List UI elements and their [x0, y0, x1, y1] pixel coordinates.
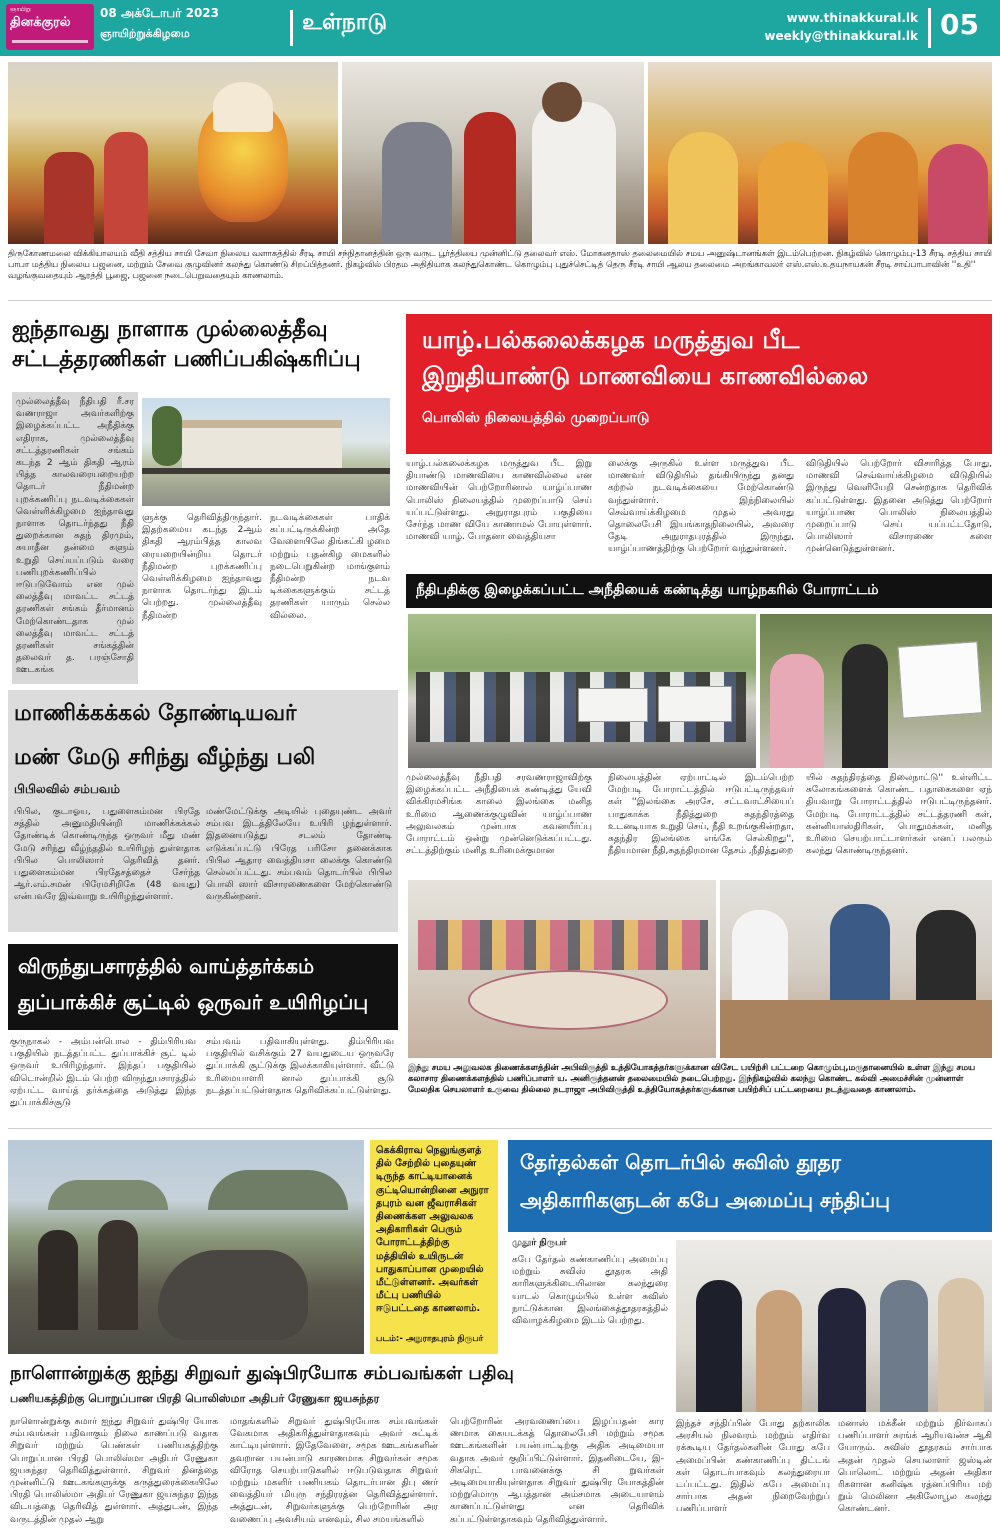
shooting-headline-1: விருந்துபசாரத்தில் வாய்த்தர்க்கம் — [18, 954, 315, 978]
email-link[interactable]: weekly@thinakkural.lk — [764, 29, 918, 43]
logo-underline — [12, 40, 88, 43]
header-divider-right — [928, 8, 931, 48]
page-number: 05 — [940, 8, 979, 41]
child-abuse-col3: பெற்றோரின் அரவணைப்பை இழப்பதன் கார ணமாக கையடக்கத் தொலைபேசி மற்றும் சமூக ஊடகங்களின் பயன்பாட்டிற்கு அதிக அடிமையா வதாக அவர் குறிப்பிட்டுள்ளார். இதனிடையே, இ-சிகரெட் பாவனைக்கு சி றுவர்கள் அடிமையாகியுள்ளதாக சிறுவர் துஷ்பிர யோகத்தின் மற்றுமொரு ஆபத்தான அம்சமாக அடையாளம் காணப்பட்டுள்ளது என தெரிவிக் கப்பட்டுள்ளதாகவும் தெரிவித்துள்ளார். — [450, 1417, 664, 1525]
photo-meeting-panel — [720, 880, 992, 1058]
mullaitivu-col2: ளுக்கு தெரிவித்திருந்தார். இதற்கமைய கடந்த 2ஆம் திகதி ஆரம்பித்த காலவ ரையறையின்றிய தொடர் நீதிமன்ற புறக்கணிப்பு வெள்ளிக்கிழமை ஐந்தாவது நாளாக தொடர்ந்து இடம் பெற்றது. முல்லைத்தீவு நீதிமன்ற — [142, 513, 262, 621]
jaffna-col2: லைக்கு அருகில் உள்ள மருத்துவ பீட மாணவர் விடுதியில் தங்கியிருந்து தனது கற்றல் நடவடிக்கையை மேற்கொண்டு வந்துள்ளார். இந்நிலையில் செவ்வாய்க்கிழமை முதல் அவரது தொலைபேசி இயங்காதநிலையில், அவரை தேடி அநுராதபுரத்தில் இருந்து, யாழ்ப்பாணத்திற்கு பெற்றோர் வந்துள்ளனர். — [608, 459, 794, 555]
top-photo-caption: திருகோணமலை விக்கியாலயம் வீதி சத்திய சாயி சேவா நிலைய வளாகத்தில் சீரடி சாயி சந்நிதானத்தின் ஒரு வருட பூர்த்தியை முன்னிட்டு தலைவர் எஸ். மோகனதாஸ் தலைமையில் சமய அனுஷ்டானங்கள் இடம்பெற்றன. நிகழ்வில் கொழும்பு-13 சீரடி சத்திய சாயி பாபா மத்திய நிலைய பஜனை, மற்றும் சேவை குழுவினர் கலந்து கொண்டு சிறப்பித்தனர். நிகழ்வில் பிரதம அதிதியாக கலந்துகொண்ட கொழும்பு புதுச்செட்டித் தெரு சீரடி சாயி ஆலய தலைமை அறங்காவலர் எஸ்.எஸ்.உதயநாயகன் சீரடி சாய்பாபாவின் ''உதி'' வழங்குவதையும் ஆரத்தி பூஜை, பஜனை நடைபெறுவதையும் காணலாம். — [8, 248, 992, 280]
issue-day: ஞாயிற்றுக்கிழமை — [100, 27, 190, 40]
jaffna-headline-1: யாழ்.பல்கலைக்கழக மருத்துவ பீட — [422, 326, 800, 354]
jaffna-headline-2: இறுதியாண்டு மாணவியை காணவில்லை — [422, 362, 869, 390]
child-abuse-col2: மாதங்களில் சிறுவர் துஷ்பிரயோக சம்பவங்கள் வேகமாக அதிகரித்துள்ளதாகவும் அவர் சுட்டிக் காட்டியுள்ளார். இதேவேளை, சமூக ஊடகங்களின் தவறான பயன்பாடு காரணமாக சிறுவர்கள் சமூக விரோத செயற்பாடுகளில் ஈடுபடுவதாக சிறுவர் மற்றும் மகளிர் பணியகம் தொடர்பான திபு ணர் வைத்தியர் மியுரு சந்திரரத்ன தெரிவித்துள்ளார். அத்துடன், சிறுவர்களுக்கு பெற்றோரின் அர வணைப்பு அவசியம் எனவும், சில சமயங்களில் — [230, 1417, 438, 1525]
protest-col1: முல்லைத்தீவு நீதிபதி சரவணராஜாவிற்கு இழைக்கப்பட்ட அநீதியைக் கண்டித்து யேவி விக்கிரமசிங்க காலை இலங்கை மனித உரிமை ஆணைக்குழுவின் யாழ்ப்பாண அலுவலகம் முன்பாக கவனயீர்ப்பு போராட்டம் ஒன்று முன்னெடுக்கப்பட்டது. சட்டத்திற்கும் மனித உரிமைக்குமான — [406, 773, 592, 857]
page-header — [0, 0, 1000, 56]
swiss-col2: இந்தச் சந்திப்பின் போது தற்காலிக அரசியல் நிலவரம் மற்றும் எதிர்வ ரக்கூடிய தேர்தல்களின் போது கபே அமைப்பின் கண்காணிப்பு திட்டங் கள் தொடர்பாகவும் கலந்துரையா டப்பட்டது. இதில் கபே அமைப்பு சார்பாக அதன் நிறைவேற்றுப் பணிப்பாளர் — [676, 1419, 830, 1515]
elephant-credit: படம்:- அநுராதபுரம் நிருபர் — [376, 1334, 484, 1344]
protest-col3: யில் சுதந்திரத்தை நிலைநாட்டு'' உள்ளிட்ட சுலோகங்களைக் கொண்ட பதாகைகளை ஏந் தியவாறு போராட்டத்தில் ஈடுபட்டிருந்தனர். மேற்படி போராட்டத்தில் சட்டத்தரணி கள், கன்னியாஸ்திரிகள், பொதுமக்கள், மனித உரிமை செயற்பாட்டாளர்கள் எனப் பலரும் கலந்து கொண்டிருந்தனர். — [806, 773, 992, 857]
divider — [8, 1128, 992, 1129]
shooting-banner — [8, 944, 398, 1030]
swiss-col1: கபே தேர்தல் கண்காணிப்பு அமைப்பு மற்றும் சுவிஸ் தூதரக அதி காரிகளுக்கிடையிலான கலந்துரை யாடல் கொழும்பில் உள்ள சுவிஸ் நாட்டுக்கான இலங்கைத்தூதரகத்தில் விவாழக்கிழமை இடம் பெற்றது. — [512, 1255, 668, 1327]
photo-bhajan — [648, 62, 992, 244]
swiss-byline: முதூர் நிருபர் — [512, 1238, 567, 1248]
photo-elephant-rescue — [8, 1140, 364, 1354]
photo-award — [342, 62, 644, 244]
masthead-logo — [6, 4, 94, 50]
swiss-headline-1: தேர்தல்கள் தொடர்பில் சுவிஸ் தூதர — [520, 1150, 842, 1174]
header-divider — [290, 10, 293, 46]
child-abuse-headline: நாளொன்றுக்கு ஐந்து சிறுவர் துஷ்பிரயோக சம்பவங்கள் பதிவு — [10, 1363, 514, 1384]
jaffna-col1: யாழ்.பல்கலைக்கழக மருத்துவ பீட இறு தியாண்டு மாணவியை காணவில்லை என மாணவியின் பெற்றோரினால் யாழ்ப்பாண பொலிஸ் நிலையத்தில் முறைப்பாடு செய் யப்பட்டுள்ளது. அநுராதபுரம் பகுதியை சேர்ந்த மாண வியே காணாமல் போயுள்ளார். மாணவி யாழ். போதனா வைத்தியசா — [406, 459, 592, 543]
meeting-caption: இந்து சமய அலுவலக திணைக்களத்தின் அபிவிருத்தி உத்தியோகத்தர்களுக்கான விசேட பயிற்சி பட்டறை கொழும்பு,மருதானையில் உள்ள இந்து சமய கலாசார திணைக்களத்தில் பணிப்பாளர் ய. அனிருத்தனன் தலைமையில் நடைபெற்றது. இந்நிகழ்வில் கலந்து கொண்ட கல்வி அமைச்சின் முன்னாள் மேலதிக செயலாளர் உருவை தில்லை நடராஜா அபிவிருத்தி உத்தியோகத்தர்களுக்கான பயிற்சிப் பட்டறையை நடத்துவதை காணலாம். — [408, 1062, 976, 1094]
jaffna-student-banner — [406, 314, 992, 454]
photo-meeting-hall — [408, 880, 716, 1058]
shooting-col2: சம்பவம் பதிவாகியுள்ளது. திம்பிரியவ பகுதியில் வசிக்கும் 27 வயதுடைய ஒருவரே துப்பாக்கி சூட்டுக்கு இலக்காகியுள்ளார். வீட்டு உரிமையாளரி னால் துப்பாக்கி சூடு நடத்தப்பட்டுள்ளதாக தெரிவிக்கப்பட்டுள்ளது. — [206, 1037, 394, 1096]
mullaitivu-col3: நடவடிக்கைகள் பாதிக் கப்பட்டிருக்கின்ற அதே வேளையிலே திங்கட்கி ழமை மற்றும் புதன்கிழ மைகளில் நடைபெறுகின்ற மாங்குளம் நீதிமன்ற நடவ டிக்கைகளுக்கும் சட்டத் தரணிகள் யாரும் செல்ல வில்லை. — [270, 513, 390, 621]
mullaitivu-col1: முல்லைத்தீவு நீதிபதி ரீ.சர வணராஜா அவர்களிற்கு இழைக்கப்பட்ட அநீதிக்கு எதிராக, முல்லைத்தீவு சட்டத்தரணிகள் சங்கம் கடந்த 2 ஆம் திகதி ஆரம் பித்த காலவரையறையற்ற தொடர் நீதிமன்ற புறக்கணிப்பு நடவடிக்கைகள் வெள்ளிக்கிழமை ஐந்தாவது நாளாக தொடர்ந்தது நீதி துறைக்கான சுதந் திரமும், சுயாதீன தன்மை களும் உறுதி செய்யப்படும் வரை பணிபுறக்கணிப்பில் ஈடுபடுவோம் என முல் லைத்தீவு மாவட்ட சட்டத் தரணிகள் சங்கம் தீர்மானம் மேற்கொண்டதாக முல் லைத்தீவு மாவட்ட சட்டத் தரணிகள் சங்கத்தின் தலைவர் த. பரஞ்சோதி ஊடகங்க — [16, 397, 134, 676]
photo-courthouse — [142, 398, 390, 506]
website-link[interactable]: www.thinakkural.lk — [786, 11, 918, 25]
issue-date: 08 அக்டோபர் 2023 — [100, 6, 220, 20]
jaffna-col3: விடுதியில் பெற்றோர் விசாரித்த போது, மாணவி செவ்வாய்க்கிழமை விடுதியில் இருந்து வெளியேறி சென்றதாக தெரிவிக் கப்பட்டுள்ளது. இதனை அடுத்து பெற்றோர் யாழ்ப்பாண பொலிஸ் நிலையத்தில் முறைப்பாடு செய் யப்பட்டதோடு, பொலிஸார் விசாரணை களை முன்னெடுத்துள்ளனர். — [806, 459, 992, 555]
manikkakal-subhead: பிபிலவில் சம்பவம் — [14, 782, 121, 796]
photo-protest-crowd — [408, 614, 756, 768]
photo-protest-placards — [760, 614, 992, 768]
swiss-col3: மனாஸ் மக்கீன் மற்றும் நிர்வாகப் பணிப்பாளர் சுரங்க் ஆரியவன்ச ஆகி யோரும். சுவிஸ் தூதரகம் சார்பாக அதன் முதல் செயலாளர் ஜஸ்டின் பொலொட் மற்றும் அதன் அதிகா ரிகளான கனிஷ்க ரத்னப்பிரிய மற் றும் மெலினா அகிலோபூல கலந்து கொண்டனர். — [838, 1419, 992, 1515]
jaffna-subhead: பொலிஸ் நிலையத்தில் முறைப்பாடு — [422, 410, 650, 426]
manikkakal-headline-1: மாணிக்கக்கல் தோண்டியவர் — [14, 701, 297, 726]
mullaitivu-headline-2: சட்டத்தரணிகள் பணிப்பகிஷ்கரிப்பு — [12, 347, 361, 372]
swiss-headline-2: அதிகாரிகளுடன் கபே அமைப்பு சந்திப்பு — [520, 1188, 890, 1212]
logo-text: தினக்குரல் — [10, 15, 71, 30]
section-title: உள்நாடு — [302, 10, 388, 35]
mullaitivu-headline-1: ஐந்தாவது நாளாக முல்லைத்தீவு — [12, 317, 328, 342]
elephant-text: கெக்கிராவ நெலுங்குளத் தில் சேற்றில் புதையுண் டிருந்த காட்டியானைக் குட்டியொன்றினை அநுரா தபுரம் வன ஜீவராசிகள் திணைக்கள அலுவலக அதிகாரிகள் பெரும் போராட்டத்திற்கு மத்தியில் உயிருடன் பாதுகாப்பான முறையில் மீட்டுள்ளனர். அவர்கள் மீட்பு பணியில் ஈடுபட்டதை காணலாம். — [376, 1145, 489, 1315]
protest-col2: நிலையத்தின் ஏற்பாட்டில் இடம்பெற்ற மேற்படி போராட்டத்தில் ஈடுபட்டிருந்தவர் கள் ''இலங்கை அரசே, சட்டவாட்சியைப் பாதுகாக்க நீதித்துறை சுதந்திரத்தை உடனடியாக உறுதி செய், நீதி உறங்குகின்றதா, சுதந்திர இலங்கை எங்கே செல்கிறது'', நீதியமான நீதி,சுதந்திரமான தேசம் ,நீதித்துறை — [608, 773, 794, 857]
protest-banner — [406, 574, 992, 608]
shooting-headline-2: துப்பாக்கிச் சூட்டில் ஒருவர் உயிரிழப்பு — [18, 990, 369, 1014]
shooting-col1: குருநாகல் - அம்பன்பொல - திம்பிரியவ பகுதியில் நடத்தப்பட்ட துப்பாக்கிச் சூட் டில் ஒருவர் உயிரிழந்தார். இந்தப் பகுதியில் விடொன்றில் இடம் பெற்ற விருந்துபசாரத்தில் ஏற்பட்ட வாய்த் தர்க்கத்தை அடுத்து இந்த துப்பாக்கிச்சூடு — [10, 1037, 196, 1109]
photo-ritual — [8, 62, 338, 244]
swiss-banner — [508, 1140, 992, 1232]
protest-headline: நீதிபதிக்கு இழைக்கப்பட்ட அநீதியைக் கண்டித்து யாழ்நகரில் போராட்டம் — [416, 582, 879, 598]
manikkakal-col2: மண்மேட்டுக்கு அடியில் புதையுண்ட அவர் சம்பவ இடத்திலேயே உயிரி ழந்துள்ளார். இதனையடுத்து சடலம் தோண்டி எடுக்கப்பட்டு பிரேத பரிசோ தனைக்காக பிபில ஆதார வைத்தியசா லைக்கு கொண்டு செல்லப்பட்டது. சம்பவம் தொடர்பில் பிபில பொலி ஸார் விசாரணைகளை மேற்கொண்டு வருகின்றனர். — [206, 807, 392, 903]
divider — [8, 300, 992, 301]
child-abuse-subhead: பணியகத்திற்கு பொறுப்பான பிரதி பொலிஸ்மா அதிபர் ரேணுகா ஜயசுந்தர — [10, 1392, 380, 1405]
photo-swiss-meeting — [676, 1240, 992, 1412]
child-abuse-col1: நாளொன்றுக்கு சுமார் ஐந்து சிறுவர் துஷ்பிர யோக சம்பவங்கள் பதிவாகும் நிலை காணப்படு வதாக சிறுவர் மற்றும் பெண்கள் பணியகத்திற்கு பொறுப்பான பிரதி பொலிஸ்மா அதிபர் ரேணுகா ஜயசுந்தர தெரிவித்துள்ளார். சிறுவர் தினத்தை முன்னிட்டு ஊடகங்களுக்கு கருத்துரைக்கையிலே பிரதி பொலிஸ்மா அதிபர் ரேணுகா ஜயசுந்தர இந்த விடயத்தை தெரிவித் துள்ளார். அத்துடன், இந்த வருடத்தின் முதல் ஆறு — [10, 1417, 218, 1525]
manikkakal-headline-2: மண் மேடு சரிந்து வீழ்ந்து பலி — [14, 745, 316, 770]
manikkakal-col1: பிபில, குடாஓய, பதுளைகம்மன பிரதே சத்தில் அனுமதியின்றி மாணிக்கக்கல் தோண்டிக் கொண்டிருந்த ஒருவர் மீது மண் மேடு சரிந்து வீழ்ந்ததில் உயிரிழந் துள்ளதாக பிபில பொலிஸார் தெரிவித் தனர். பதுளைகம்மன பிரதேசத்தைச் சேர்ந்த ஆர்.எம்.சமன் பிரேமசிறிகே (48 வயது) என்பவரே இவ்வாறு உயிரிழந்துள்ளார். — [14, 807, 200, 903]
logo-top: ஞாயிறு — [10, 6, 31, 13]
